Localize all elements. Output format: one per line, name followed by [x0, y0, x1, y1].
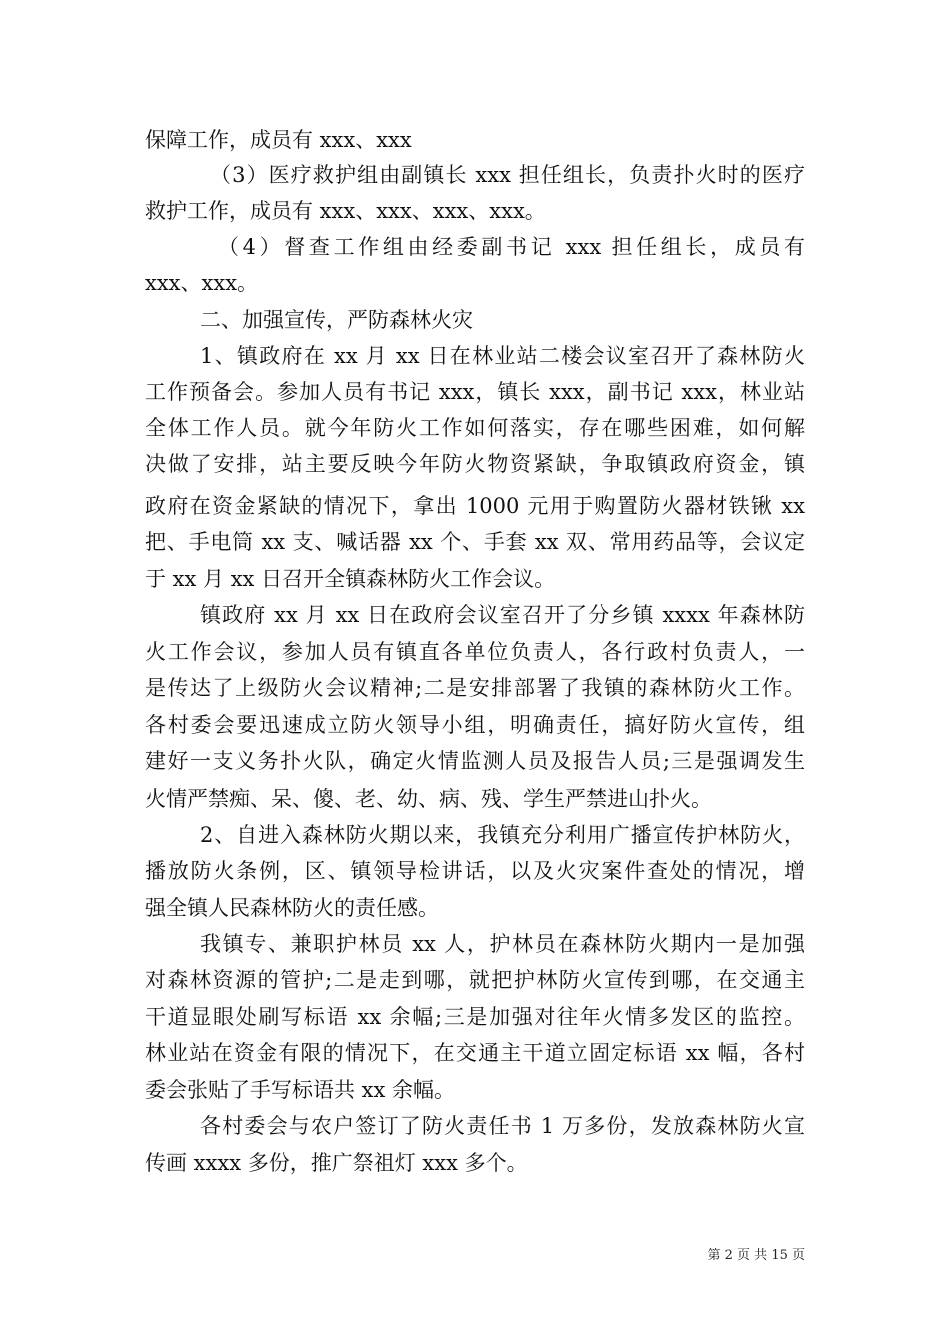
text-line: 1、镇政府在 xx 月 xx 日在林业站二楼会议室召开了森林防火 — [200, 344, 805, 368]
text-line: 各村委会与农户签订了防火责任书 1 万多份，发放森林防火宣 — [200, 1114, 805, 1138]
text-line: xxx、xxx。 — [145, 271, 259, 295]
text-line: 各村委会要迅速成立防火领导小组，明确责任，搞好防火宣传，组 — [145, 713, 805, 737]
page-number: 第 2 页 共 15 页 — [707, 1248, 805, 1263]
text-line: 工作预备会。参加人员有书记 xxx，镇长 xxx，副书记 xxx，林业站 — [145, 380, 805, 404]
text-line: 播放防火条例，区、镇领导检讲话，以及火灾案件查处的情况，增 — [145, 859, 805, 883]
text-line: （3）医疗救护组由副镇长 xxx 担任组长，负责扑火时的医疗 — [210, 163, 805, 187]
text-line: 对森林资源的管护;二是走到哪，就把护林防火宣传到哪，在交通主 — [145, 968, 805, 992]
text-line: 把、手电筒 xx 支、喊话器 xx 个、手套 xx 双、常用药品等，会议定 — [145, 530, 805, 554]
text-line: 林业站在资金有限的情况下，在交通主干道立固定标语 xx 幅，各村 — [145, 1041, 805, 1065]
text-line: 火情严禁痴、呆、傻、老、幼、病、残、学生严禁进山扑火。 — [145, 787, 712, 811]
text-line: 救护工作，成员有 xxx、xxx、xxx、xxx。 — [145, 199, 546, 223]
text-line: 镇政府 xx 月 xx 日在政府会议室召开了分乡镇 xxxx 年森林防 — [200, 603, 805, 627]
text-line: 于 xx 月 xx 日召开全镇森林防火工作会议。 — [145, 567, 556, 591]
text-line: 强全镇人民森林防火的责任感。 — [145, 896, 439, 920]
text-line: （4）督查工作组由经委副书记 xxx 担任组长，成员有 — [218, 235, 805, 259]
text-line: 我镇专、兼职护林员 xx 人，护林员在森林防火期内一是加强 — [200, 932, 805, 956]
text-line: 火工作会议，参加人员有镇直各单位负责人，各行政村负责人，一 — [145, 640, 805, 664]
text-line: 传画 xxxx 多份，推广祭祖灯 xxx 多个。 — [145, 1151, 528, 1175]
text-line: 是传达了上级防火会议精神;二是安排部署了我镇的森林防火工作。 — [145, 676, 805, 700]
text-line: 建好一支义务扑火队，确定火情监测人员及报告人员;三是强调发生 — [145, 749, 805, 773]
section-heading: 二、加强宣传，严防森林火灾 — [200, 308, 473, 332]
text-line: 政府在资金紧缺的情况下，拿出 1000 元用于购置防火器材铁锹 xx — [145, 494, 805, 518]
text-line: 决做了安排，站主要反映今年防火物资紧缺，争取镇政府资金，镇 — [145, 452, 805, 476]
text-line: 干道显眼处刷写标语 xx 余幅;三是加强对往年火情多发区的监控。 — [145, 1005, 805, 1029]
text-line: 保障工作，成员有 xxx、xxx — [145, 128, 412, 152]
text-line: 全体工作人员。就今年防火工作如何落实，存在哪些困难，如何解 — [145, 416, 805, 440]
text-line: 委会张贴了手写标语共 xx 余幅。 — [145, 1078, 456, 1102]
text-line: 2、自进入森林防火期以来，我镇充分利用广播宣传护林防火， — [200, 823, 805, 847]
